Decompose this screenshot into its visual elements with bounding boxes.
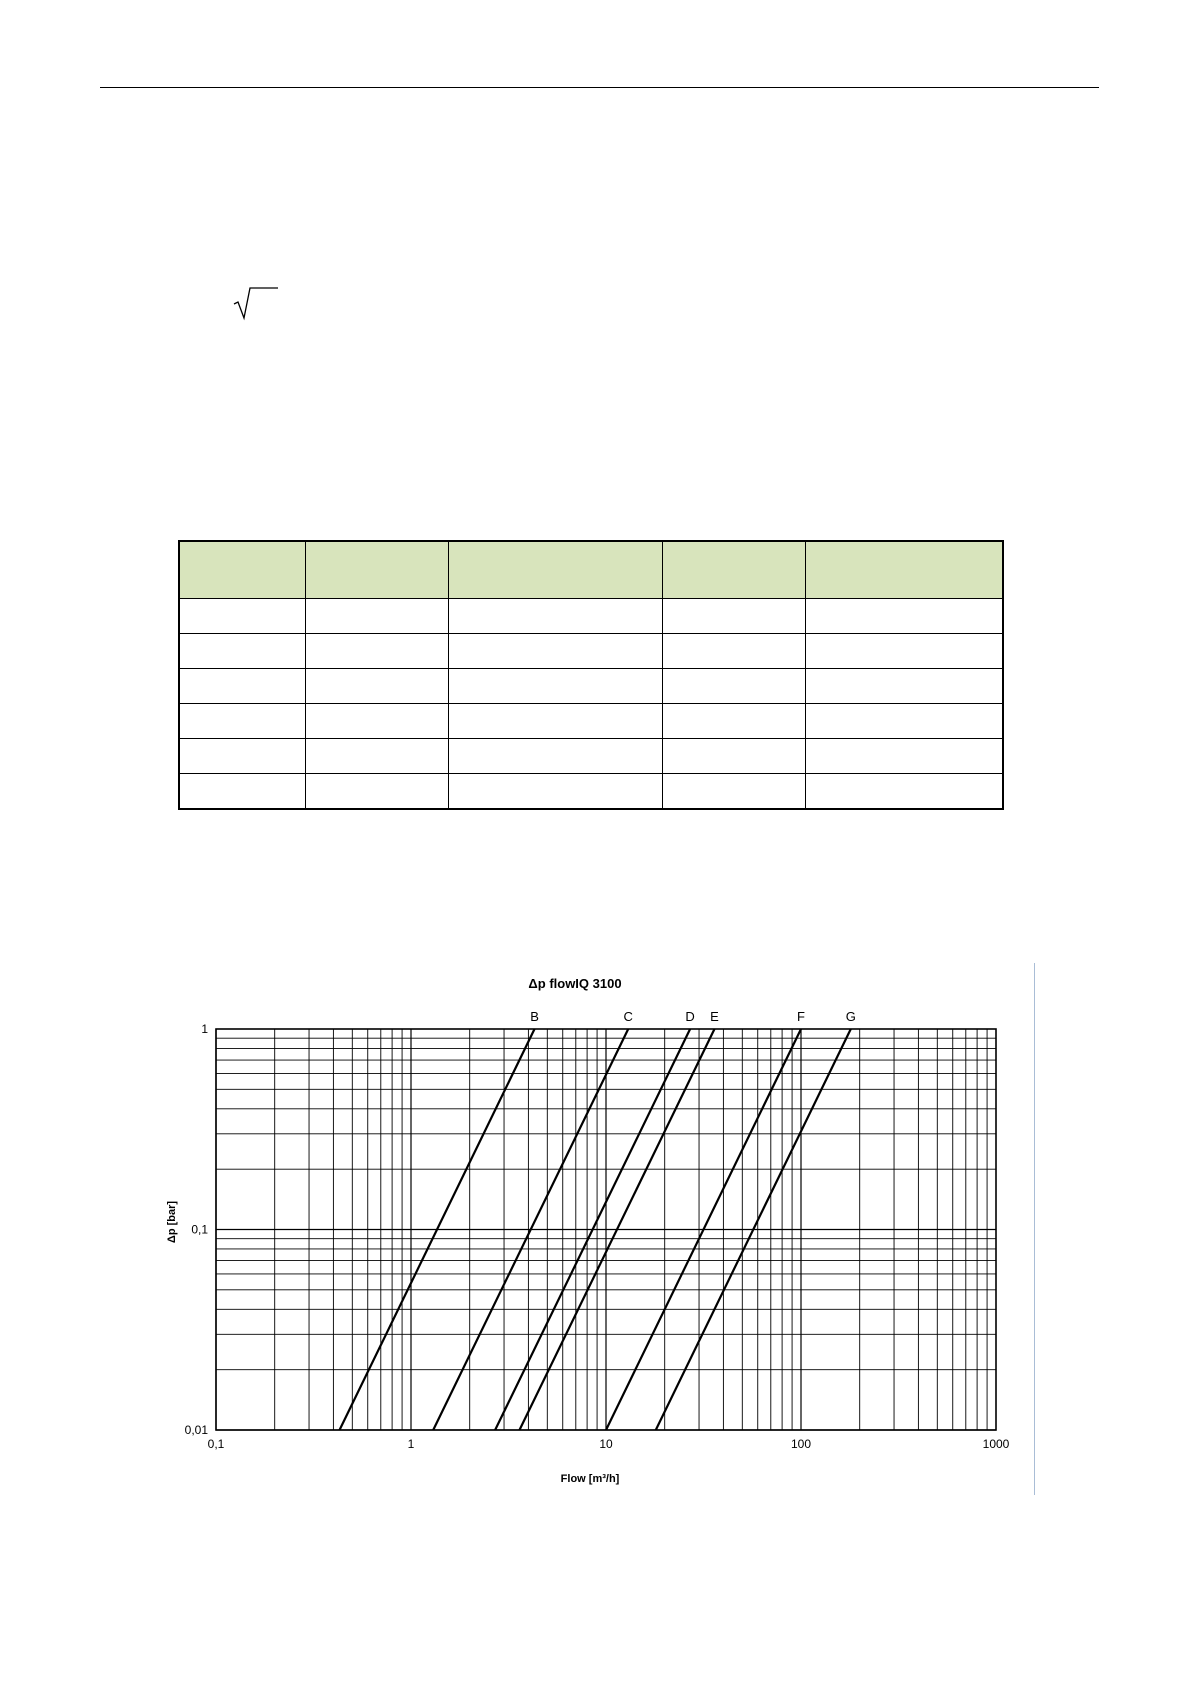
x-tick-label: 1: [407, 1437, 415, 1451]
x-tick-label: 100: [790, 1437, 812, 1451]
table-cell: [305, 739, 448, 774]
table-cell: [805, 634, 1003, 669]
label-layer: [166, 976, 1010, 1485]
table-cell: [179, 739, 305, 774]
series-label-b: B: [530, 1009, 539, 1024]
table-cell: [805, 599, 1003, 634]
table-row: [179, 634, 1003, 669]
table-header-cell: [448, 541, 662, 599]
table-cell: [179, 704, 305, 739]
table-cell: [448, 669, 662, 704]
grid-layer: [216, 1029, 996, 1430]
x-tick-label: 0,1: [207, 1437, 225, 1451]
table-cell: [662, 669, 805, 704]
table-cell: [305, 634, 448, 669]
table-cell: [305, 774, 448, 810]
table-row: [179, 599, 1003, 634]
table-cell: [448, 774, 662, 810]
table-header-cell: [179, 541, 305, 599]
table-row: [179, 704, 1003, 739]
chart-svg: [150, 960, 1036, 1500]
table-cell: [179, 599, 305, 634]
table-cell: [662, 739, 805, 774]
table-cell: [662, 704, 805, 739]
chart-border-rule: [1034, 963, 1035, 1495]
table-header-row: [179, 541, 1003, 599]
pressure-loss-chart: [150, 960, 1036, 1500]
x-axis-label: Flow [m³/h]: [560, 1473, 620, 1485]
x-tick-label: 1000: [982, 1437, 1010, 1451]
series-label-e: E: [710, 1009, 719, 1024]
header-rule: [100, 87, 1099, 88]
y-axis-label: Δp [bar]: [166, 1200, 178, 1244]
table-row: [179, 774, 1003, 810]
table-cell: [179, 774, 305, 810]
table-body: [179, 599, 1003, 810]
y-tick-label: 1: [201, 1022, 208, 1036]
table-cell: [662, 634, 805, 669]
table-cell: [305, 599, 448, 634]
table-cell: [305, 704, 448, 739]
table-cell: [662, 599, 805, 634]
square-root-symbol: [232, 282, 282, 324]
series-label-d: D: [685, 1009, 695, 1024]
table-cell: [179, 669, 305, 704]
y-tick-label: 0,01: [184, 1423, 208, 1437]
x-tick-label: 10: [599, 1437, 613, 1451]
data-table-container: [178, 540, 1004, 810]
table-cell: [805, 704, 1003, 739]
table-cell: [448, 599, 662, 634]
table-header-cell: [805, 541, 1003, 599]
table-cell: [305, 669, 448, 704]
table-cell: [805, 669, 1003, 704]
table-cell: [179, 634, 305, 669]
table-cell: [805, 739, 1003, 774]
table-cell: [448, 739, 662, 774]
data-table: [178, 540, 1004, 810]
series-label-g: G: [845, 1009, 856, 1024]
table-cell: [448, 704, 662, 739]
table-header-cell: [305, 541, 448, 599]
chart-title: Δp flowIQ 3100: [528, 976, 622, 991]
series-label-f: F: [797, 1009, 805, 1024]
table-header-cell: [662, 541, 805, 599]
table-row: [179, 669, 1003, 704]
table-cell: [662, 774, 805, 810]
table-row: [179, 739, 1003, 774]
series-label-c: C: [623, 1009, 633, 1024]
y-tick-label: 0,1: [191, 1222, 208, 1237]
table-cell: [805, 774, 1003, 810]
table-cell: [448, 634, 662, 669]
